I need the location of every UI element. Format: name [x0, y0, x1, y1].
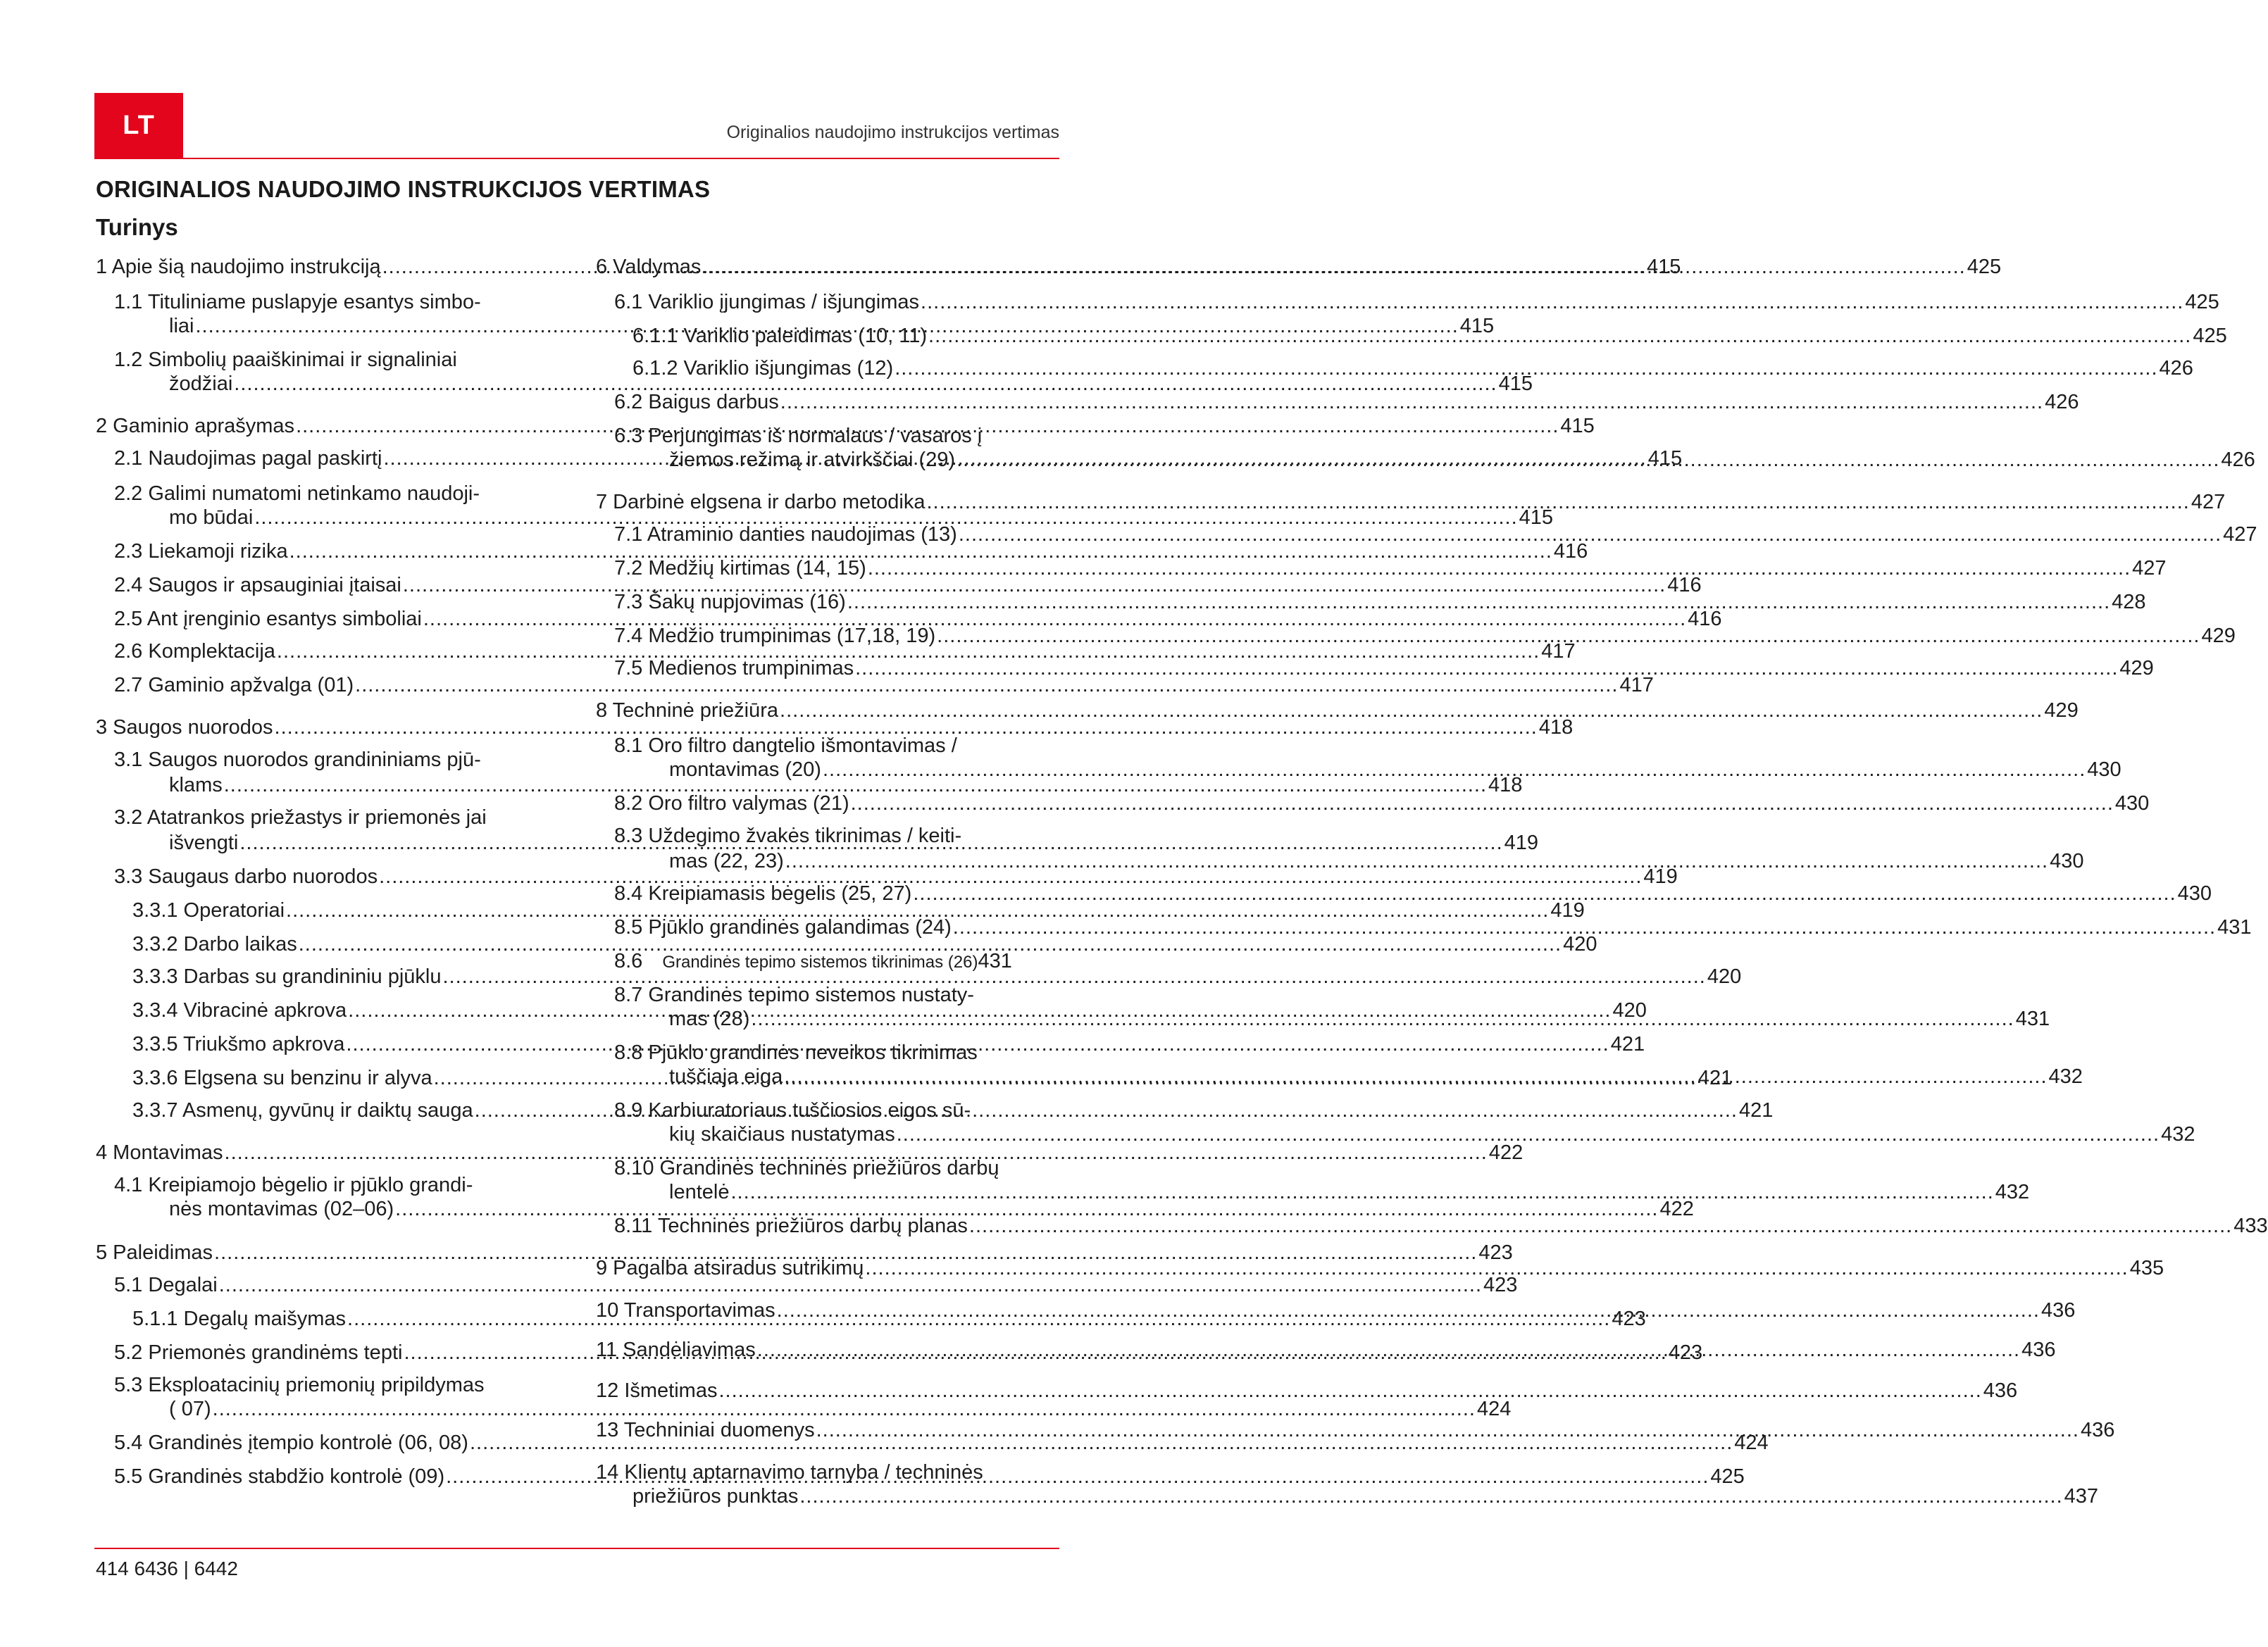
header-divider	[94, 158, 1059, 159]
toc-entry-page: 423	[1612, 1308, 1646, 1330]
toc-entry-label: mas (28)	[669, 1008, 750, 1030]
toc-leader	[969, 1214, 2232, 1238]
toc-leader	[897, 1122, 2160, 1146]
toc-entry-page: 430	[2050, 850, 2084, 872]
toc-entry[interactable]	[114, 1273, 1518, 1297]
toc-entry-label: 2.7 Gaminio apžvalga (01)	[114, 674, 354, 696]
toc-leader	[928, 324, 2191, 348]
toc-entry-page: 415	[1647, 447, 1683, 470]
toc-entry-page: 436	[1983, 1379, 2018, 1402]
toc-entry-label: Grandinės tepimo sistemos tikrinimas (26)	[662, 953, 978, 972]
toc-entry-page: 415	[1560, 415, 1595, 437]
toc-entry-label: žiemos režimą ir atvirkščiai (29)	[669, 449, 956, 471]
toc-entry[interactable]	[596, 1418, 2115, 1442]
toc-entry-page: 432	[1995, 1181, 2030, 1203]
toc-entry[interactable]	[633, 356, 2193, 380]
toc-entry-label: 8.11 Techninės priežiūros darbų planas	[614, 1215, 968, 1237]
toc-entry-label: 5.1.1 Degalų maišymas	[132, 1308, 347, 1330]
toc-entry-page: 420	[1563, 933, 1597, 956]
toc-entry-label: 7.1 Atraminio danties naudojimas (13)	[614, 523, 957, 546]
toc-entry-page: 429	[2119, 657, 2154, 680]
toc-leader	[346, 1032, 1609, 1056]
toc-entry-label: 3.3 Saugaus darbo nuorodos	[114, 865, 378, 888]
toc-leader	[953, 915, 2216, 939]
toc-leader	[785, 849, 2048, 873]
toc-entry-label[interactable]: 1.1 Tituliniame puslapyje esantys simbo-	[114, 291, 481, 313]
toc-entry-label: 3.3.5 Triukšmo apkrova	[132, 1033, 345, 1056]
toc-entry[interactable]	[596, 1256, 2164, 1280]
toc-entry-page: 419	[1550, 899, 1585, 922]
toc-entry[interactable]	[114, 539, 1588, 563]
toc-entry-label: 13 Techniniai duomenys	[596, 1419, 815, 1441]
toc-entry-label[interactable]: 2.2 Galimi numatomi netinkamo naudoji-	[114, 482, 480, 505]
toc-entry[interactable]	[614, 590, 2146, 614]
toc-entry-label: klams	[169, 774, 223, 796]
toc-entry-page: 430	[2177, 882, 2212, 905]
toc-entry-label[interactable]: 3.1 Saugos nuorodos grandininiams pjū-	[114, 749, 481, 771]
toc-leader	[823, 758, 2086, 782]
toc-entry-page: 424	[1734, 1432, 1769, 1454]
toc-entry-page: 437	[2064, 1485, 2099, 1508]
toc-leader	[730, 1180, 1993, 1204]
toc-entry-page: 427	[2223, 523, 2257, 546]
toc-entry-page: 426	[2221, 449, 2255, 471]
toc-leader	[957, 448, 2219, 472]
toc-leader	[855, 656, 2118, 680]
toc-entry-label[interactable]: 5.3 Eksploatacinių priemonių pripildymas	[114, 1374, 485, 1396]
toc-entry-page: 427	[2191, 491, 2226, 513]
toc-entry[interactable]	[669, 758, 2121, 782]
toc-entry[interactable]	[614, 949, 1055, 975]
toc-entry[interactable]	[96, 1141, 1524, 1165]
toc-entry-label: 10 Transportavimas	[596, 1299, 775, 1322]
toc-entry-label: 3.3.3 Darbas su grandininiu pjūklu	[132, 965, 442, 988]
toc-entry-label: lentelė	[669, 1181, 730, 1203]
toc-entry-label: 5.5 Grandinės stabdžio kontrolė (09)	[114, 1465, 445, 1488]
toc-leader	[780, 390, 2043, 414]
toc-entry[interactable]	[614, 522, 2257, 546]
toc-entry-label: 8.2 Oro filtro valymas (21)	[614, 792, 849, 815]
toc-entry[interactable]	[614, 915, 2252, 939]
toc-entry[interactable]	[132, 932, 1597, 956]
toc-entry-label: 6.1.2 Variklio išjungimas (12)	[633, 357, 894, 380]
toc-entry[interactable]	[669, 849, 2084, 873]
toc-entry[interactable]	[96, 715, 1574, 739]
toc-entry[interactable]	[614, 390, 2079, 414]
toc-entry[interactable]	[596, 1379, 2018, 1403]
toc-entry-page: 433	[2233, 1215, 2268, 1237]
toc-entry-page: 436	[2080, 1419, 2115, 1441]
toc-entry-page: 423	[1668, 1341, 1703, 1364]
language-badge: LT	[94, 93, 183, 158]
toc-entry-label: žodžiai	[169, 372, 233, 395]
toc-entry[interactable]	[169, 773, 1523, 797]
toc-entry[interactable]	[114, 673, 1654, 697]
toc-entry-page: 425	[1710, 1465, 1745, 1488]
toc-entry-label[interactable]: 8.3 Uždegimo žvakės tikrinimas / keiti-	[614, 825, 962, 847]
toc-entry-page: 416	[1553, 540, 1588, 563]
toc-entry-page: 418	[1538, 716, 1574, 739]
toc-entry-page: 436	[2040, 1299, 2076, 1322]
toc-entry-label: tuščiaja eiga	[669, 1065, 783, 1088]
toc-entry-label: ( 07)	[169, 1398, 211, 1420]
toc-entry[interactable]	[669, 1122, 2195, 1146]
toc-entry-number: 8.6	[614, 950, 643, 972]
toc-entry[interactable]	[614, 1214, 2268, 1238]
toc-leader	[959, 522, 2222, 546]
toc-entry-page: 415	[1519, 506, 1554, 529]
toc-entry-page: 416	[1667, 574, 1702, 596]
toc-entry-page: 419	[1643, 865, 1678, 888]
toc-entry-page: 415	[1498, 372, 1533, 395]
toc-entry-page: 423	[1483, 1274, 1518, 1296]
toc-entry-page: 420	[1707, 965, 1742, 988]
toc-leader	[816, 1418, 2079, 1442]
toc-entry[interactable]	[614, 882, 2212, 906]
toc-entry-page: 416	[1688, 608, 1722, 630]
toc-entry-page: 424	[1476, 1398, 1512, 1420]
toc-entry[interactable]	[614, 624, 2236, 648]
toc-entry-page: 429	[2044, 699, 2079, 722]
toc-entry-label: 8.5 Pjūklo grandinės galandimas (24)	[614, 916, 952, 939]
toc-entry-page: 426	[2045, 391, 2079, 413]
toc-entry-label: montavimas (20)	[669, 758, 821, 781]
toc-leader	[784, 1065, 2047, 1089]
toc-leader	[751, 1007, 2014, 1031]
toc-entry-label: mo būdai	[169, 506, 254, 529]
toc-entry-label: liai	[169, 315, 194, 337]
toc-entry-label[interactable]: 1.2 Simbolių paaiškinimai ir signaliniai	[114, 349, 457, 371]
toc-leader	[799, 1484, 2062, 1508]
toc-entry-page: 422	[1488, 1141, 1524, 1164]
toc-entry-page: 436	[2021, 1339, 2056, 1361]
toc-entry-label[interactable]: 8.10 Grandinės techninės priežiūros darbų	[614, 1157, 999, 1179]
toc-entry[interactable]	[114, 607, 1722, 631]
toc-entry-label: 3.3.4 Vibracinė apkrova	[132, 999, 347, 1022]
toc-entry-label: 4 Montavimas	[96, 1141, 223, 1164]
running-header-title: Originalios naudojimo instrukcijos vertimas	[726, 123, 1059, 142]
toc-entry[interactable]	[114, 1431, 1769, 1455]
toc-entry[interactable]	[114, 573, 1702, 597]
toc-entry-label: 2.6 Komplektacija	[114, 640, 275, 663]
toc-entry-page: 430	[2114, 792, 2150, 815]
toc-entry-label: 9 Pagalba atsiradus sutrikimų	[596, 1257, 864, 1279]
toc-entry[interactable]	[596, 490, 2226, 514]
toc-leader	[702, 255, 1965, 279]
toc-entry-label: 2.3 Liekamoji rizika	[114, 540, 288, 563]
toc-entry-label: 2 Gaminio aprašymas	[96, 415, 295, 437]
toc-entry-label: 5 Paleidimas	[96, 1241, 213, 1264]
toc-entry-page: 419	[1504, 832, 1539, 854]
toc-entry-label: 8 Techninė priežiūra	[596, 699, 779, 722]
toc-entry-label: nės montavimas (02–06)	[169, 1198, 394, 1220]
toc-leader	[777, 1298, 2040, 1322]
toc-entry-page: 418	[1488, 774, 1523, 796]
toc-heading: Turinys	[96, 214, 178, 240]
toc-entry-label[interactable]: 14 Klientų aptarnavimo tarnyba / techninės	[596, 1461, 983, 1484]
toc-entry-page: 423	[1478, 1241, 1513, 1264]
toc-leader	[927, 490, 2190, 514]
toc-leader	[865, 1256, 2128, 1280]
toc-entry-page: 431	[2015, 1008, 2050, 1030]
toc-entry[interactable]	[114, 639, 1576, 663]
toc-entry-label: 11 Sandėliavimas	[596, 1339, 756, 1361]
toc-leader	[780, 699, 2043, 722]
toc-entry[interactable]	[169, 372, 1533, 396]
toc-entry-label: 3.3.6 Elgsena su benzinu ir alyva	[132, 1067, 432, 1089]
toc-leader	[851, 791, 2114, 815]
toc-entry-page: 429	[2201, 625, 2236, 647]
toc-entry-label: 3.3.1 Operatoriai	[132, 899, 285, 922]
toc-entry[interactable]	[169, 1197, 1694, 1221]
toc-entry[interactable]	[169, 506, 1554, 530]
toc-entry-label[interactable]: 8.9 Karbiuratoriaus tuščiosios eigos sū-	[614, 1099, 971, 1122]
toc-entry[interactable]	[169, 1397, 1512, 1421]
toc-entry-page: 432	[2048, 1065, 2083, 1088]
toc-entry-page: 415	[1646, 256, 1681, 278]
toc-entry-label: 6 Valdymas	[596, 256, 702, 278]
toc-entry-label[interactable]: 4.1 Kreipiamojo bėgelio ir pjūklo grandi-	[114, 1174, 473, 1196]
toc-entry-label: kių skaičiaus nustatymas	[669, 1123, 895, 1146]
toc-entry-page: 420	[1612, 999, 1647, 1022]
toc-entry-label: 5.4 Grandinės įtempio kontrolė (06, 08)	[114, 1432, 468, 1454]
toc-entry[interactable]	[132, 965, 1742, 989]
toc-entry-label: 7.5 Medienos trumpinimas	[614, 657, 854, 680]
toc-entry-label: 7.4 Medžio trumpinimas (17,18, 19)	[614, 625, 936, 647]
toc-entry[interactable]	[132, 898, 1585, 922]
toc-entry[interactable]	[596, 699, 2079, 722]
toc-entry-label: 5.2 Priemonės grandinėms tepti	[114, 1341, 403, 1364]
toc-leader	[895, 356, 2157, 380]
toc-entry[interactable]	[614, 656, 2154, 680]
toc-entry-label: išvengti	[169, 832, 239, 854]
toc-entry[interactable]	[669, 1180, 2030, 1204]
toc-entry[interactable]	[614, 556, 2167, 580]
toc-entry-label: 2.4 Saugos ir apsauginiai įtaisai	[114, 574, 401, 596]
toc-entry-page: 425	[1967, 256, 2002, 278]
toc-leader	[868, 556, 2131, 580]
toc-entry-page: 427	[2132, 557, 2167, 580]
toc-entry[interactable]	[614, 791, 2150, 815]
toc-entry[interactable]	[114, 865, 1678, 889]
toc-entry-label: 2.1 Naudojimas pagal paskirtį	[114, 447, 382, 470]
toc-entry-label[interactable]: 6.3 Perjungimas iš normalaus / vasaros į	[614, 425, 983, 447]
toc-entry[interactable]	[96, 1241, 1513, 1265]
toc-entry-label: priežiūros punktas	[633, 1485, 799, 1508]
toc-entry-page: 430	[2087, 758, 2121, 781]
toc-entry-page: 421	[1610, 1033, 1645, 1056]
toc-entry-page: 417	[1541, 640, 1576, 663]
toc-entry-label: 3 Saugos nuorodos	[96, 716, 273, 739]
toc-entry-page: 426	[2159, 357, 2193, 380]
toc-entry-page: 425	[2185, 291, 2219, 313]
toc-entry-label: 5.1 Degalai	[114, 1274, 218, 1296]
toc-leader	[718, 1379, 1981, 1403]
toc-entry-label[interactable]: 8.7 Grandinės tepimo sistemos nustaty-	[614, 984, 974, 1006]
toc-entry-label[interactable]: 8.8 Pjūklo grandinės neveikos tikrinimas	[614, 1041, 978, 1064]
toc-entry-page: 432	[2161, 1123, 2195, 1146]
toc-entry-page: 431	[2217, 916, 2252, 939]
toc-entry-label: 6.1 Variklio įjungimas / išjungimas	[614, 291, 920, 313]
toc-entry-page: 422	[1659, 1198, 1694, 1220]
toc-entry-label: 12 Išmetimas	[596, 1379, 718, 1402]
toc-entry[interactable]	[614, 290, 2219, 314]
toc-leader	[937, 624, 2200, 648]
toc-entry-label: 7.3 Šakų nupjovimas (16)	[614, 591, 846, 613]
toc-entry-label[interactable]: 3.2 Atatrankos priežastys ir priemonės jai	[114, 806, 487, 829]
toc-entry-label: 6.1.1 Variklio paleidimas (10, 11)	[633, 325, 928, 347]
toc-leader	[847, 590, 2110, 614]
toc-entry-label: 3.3.2 Darbo laikas	[132, 933, 297, 956]
toc-entry-page: 421	[1738, 1099, 1774, 1122]
toc-entry-page: 431	[978, 950, 1012, 972]
toc-entry[interactable]	[633, 1484, 2099, 1508]
toc-entry-page: 415	[1459, 315, 1495, 337]
toc-entry-label: mas (22, 23)	[669, 850, 784, 872]
toc-entry-page: 417	[1619, 674, 1654, 696]
toc-entry-label: 7 Darbinė elgsena ir darbo metodika	[596, 491, 926, 513]
toc-entry-label: 8.4 Kreipiamasis bėgelis (25, 27)	[614, 882, 912, 905]
toc-entry-label: 7.2 Medžių kirtimas (14, 15)	[614, 557, 866, 580]
toc-leader	[921, 290, 2183, 314]
toc-entry-label: 3.3.7 Asmenų, gyvūnų ir daiktų sauga	[132, 1099, 473, 1122]
toc-entry-label: 2.5 Ant įrenginio esantys simboliai	[114, 608, 422, 630]
toc-leader	[913, 882, 2176, 906]
document-title: ORIGINALIOS NAUDOJIMO INSTRUKCIJOS VERTIMAS	[96, 176, 711, 202]
footer-divider	[94, 1548, 1059, 1549]
toc-entry-page: 425	[2193, 325, 2227, 347]
toc-entry-page: 428	[2112, 591, 2146, 613]
toc-leader	[757, 1338, 2020, 1362]
toc-entry-label: 6.2 Baigus darbus	[614, 391, 779, 413]
toc-entry-page: 421	[1697, 1067, 1733, 1089]
footer-model-numbers: 414 6436 | 6442	[96, 1558, 238, 1579]
toc-entry-page: 435	[2129, 1257, 2164, 1279]
toc-entry-label: 1 Apie šią naudojimo instrukciją	[96, 256, 381, 278]
toc-entry-label[interactable]: 8.1 Oro filtro dangtelio išmontavimas /	[614, 734, 957, 757]
